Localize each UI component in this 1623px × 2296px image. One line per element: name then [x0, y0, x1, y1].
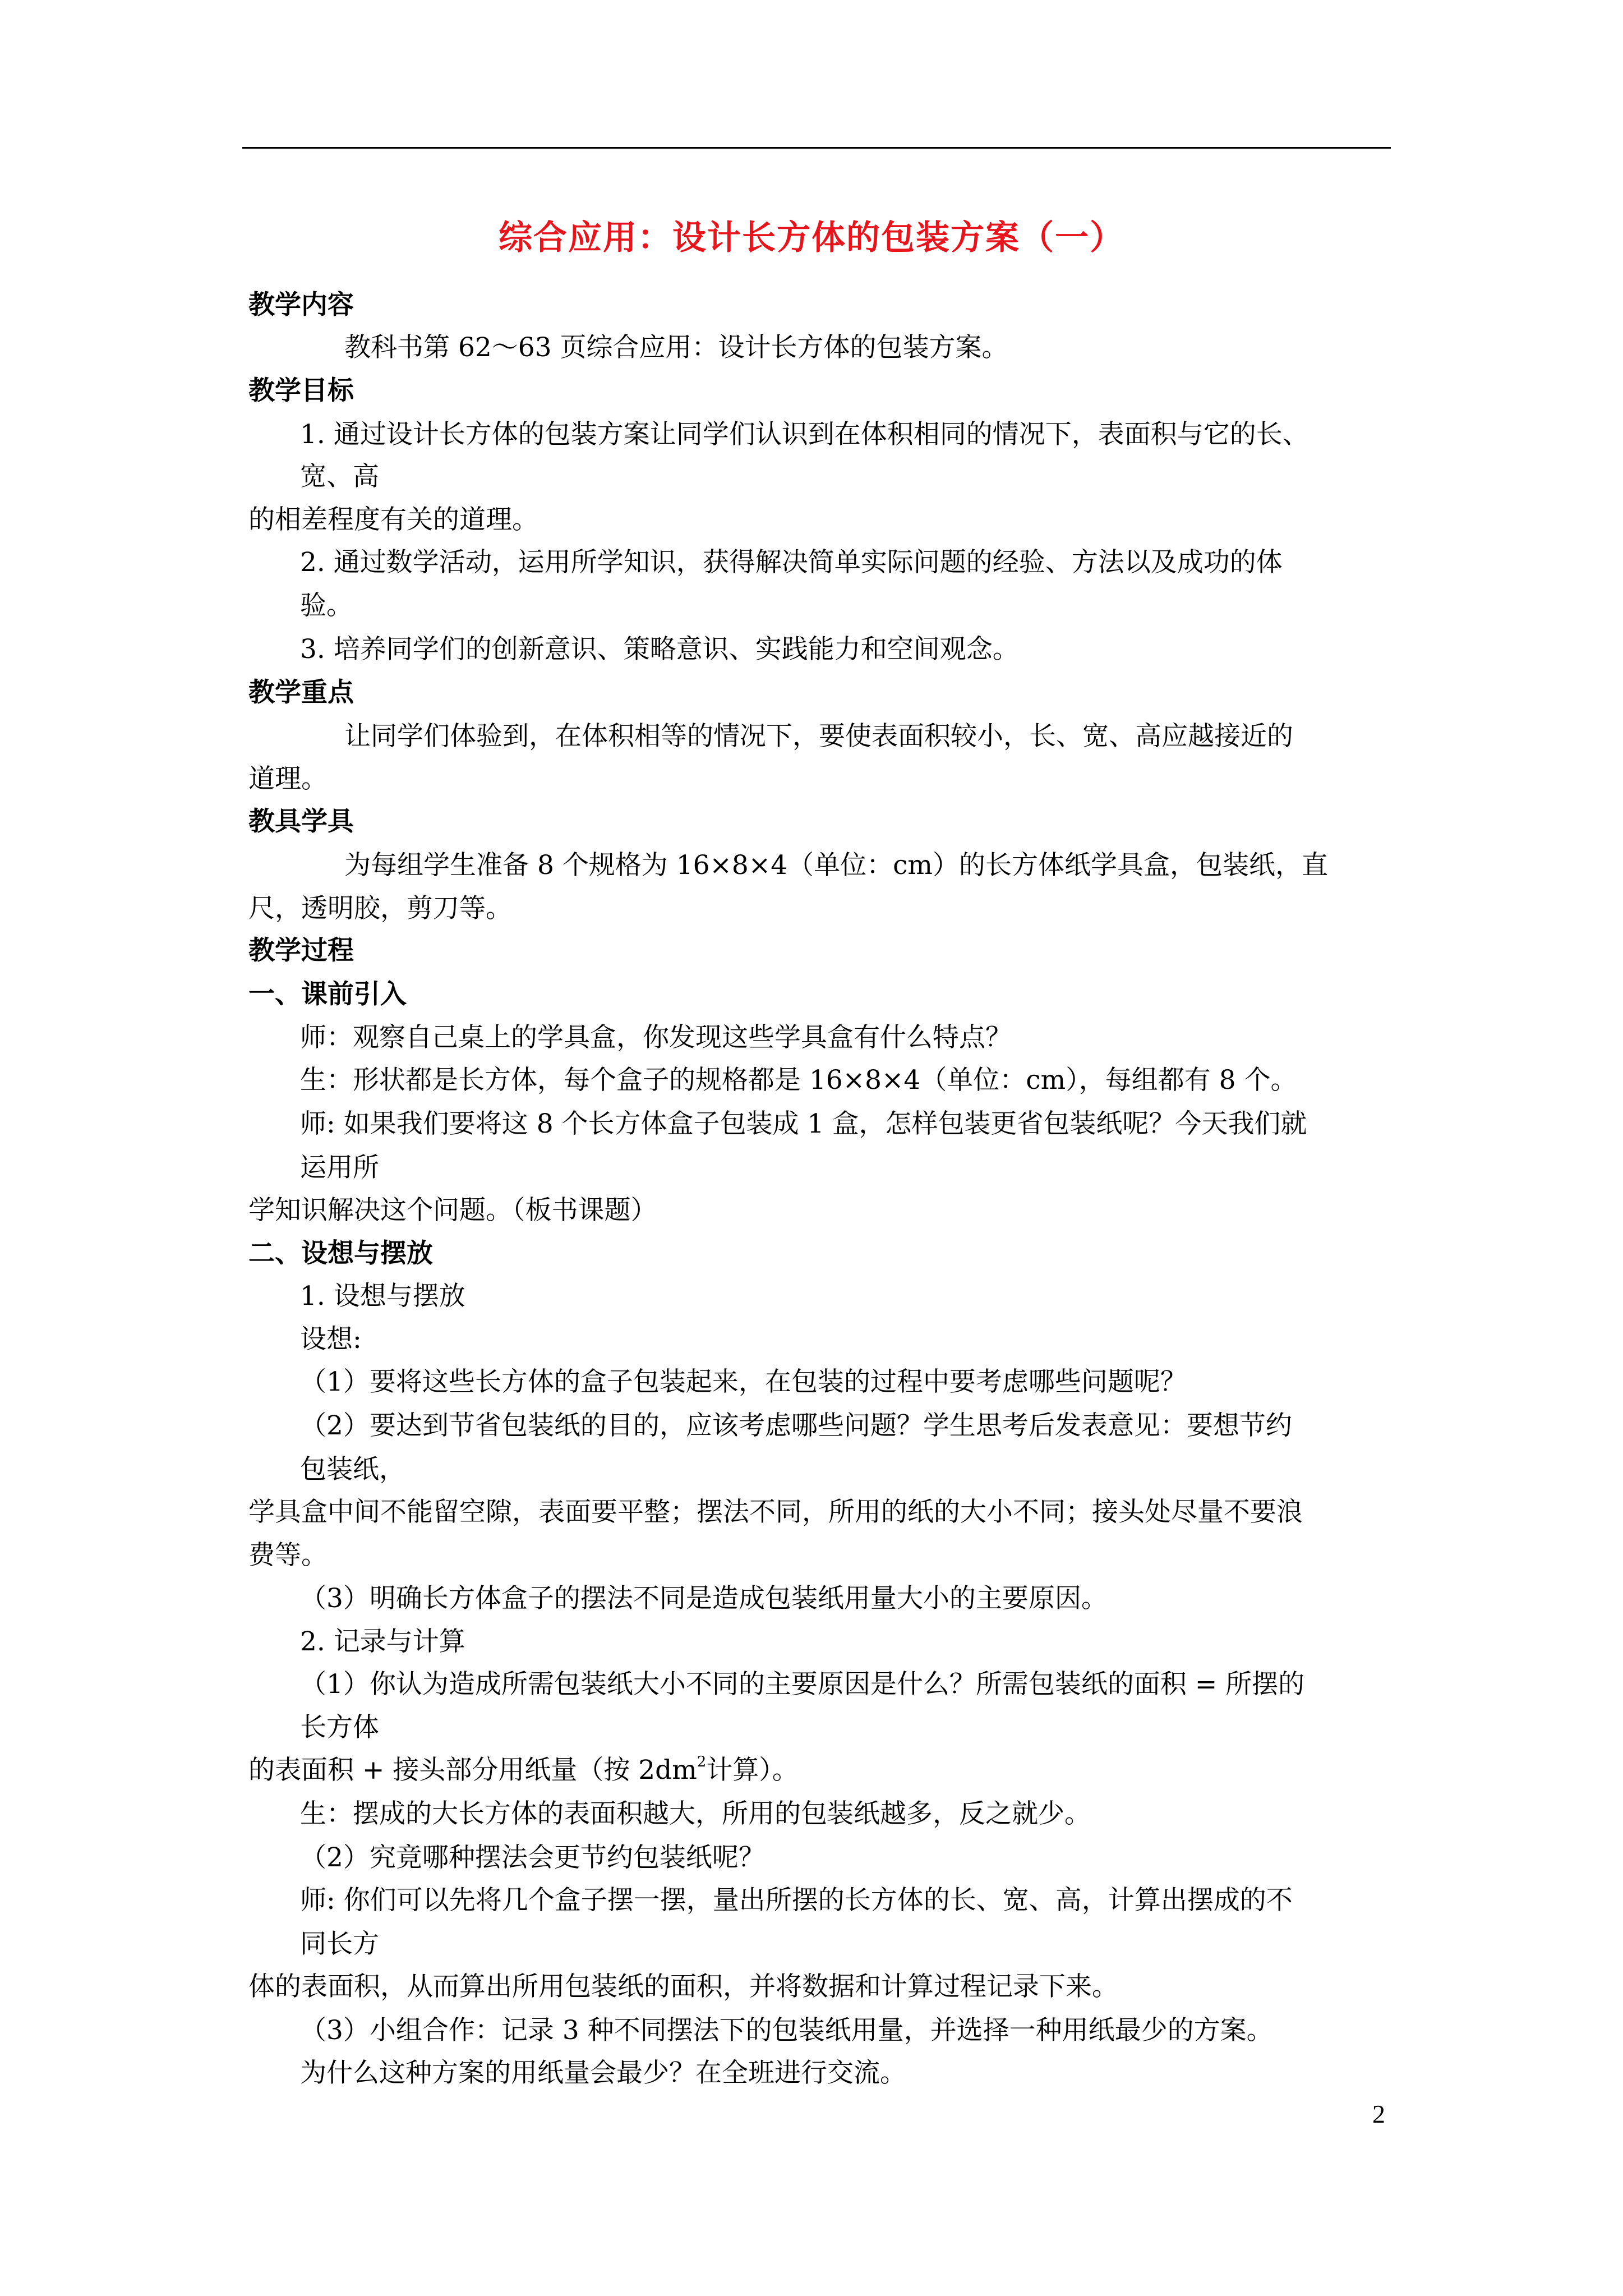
text-line: （3）小组合作：记录 3 种不同摆法下的包装纸用量，并选择一种用纸最少的方案。 — [300, 2015, 1273, 2046]
section-heading: 一、课前引入 — [248, 979, 407, 1010]
text-line: 包装纸， — [300, 1454, 405, 1485]
text-line: （2）要达到节省包装纸的目的，应该考虑哪些问题？学生思考后发表意见：要想节约 — [300, 1410, 1292, 1441]
section-heading: 教学过程 — [248, 935, 354, 966]
text-line: 让同学们体验到，在体积相等的情况下，要使表面积较小，长、宽、高应越接近的 — [344, 721, 1293, 752]
section-heading: 教具学具 — [248, 806, 354, 837]
text-line: 学知识解决这个问题。（板书课题） — [248, 1195, 657, 1226]
text-line: 验。 — [300, 590, 353, 621]
text-line: 的相差程度有关的道理。 — [248, 504, 538, 535]
text-line: 师：观察自己桌上的学具盒，你发现这些学具盒有什么特点？ — [300, 1022, 1012, 1053]
page-number: 2 — [1372, 2100, 1385, 2128]
text-line: 3. 培养同学们的创新意识、策略意识、实践能力和空间观念。 — [300, 634, 1019, 665]
section-heading: 教学目标 — [248, 375, 354, 406]
text-line: 宽、高 — [300, 461, 379, 492]
document-title: 综合应用：设计长方体的包装方案（一） — [499, 218, 1124, 257]
text-line: 生：摆成的大长方体的表面积越大，所用的包装纸越多，反之就少。 — [300, 1798, 1091, 1829]
text-line: 体的表面积，从而算出所用包装纸的面积，并将数据和计算过程记录下来。 — [248, 1971, 1118, 2002]
text-line: 师: 你们可以先将几个盒子摆一摆，量出所摆的长方体的长、宽、高，计算出摆成的不 — [300, 1885, 1293, 1916]
text-line: 长方体 — [300, 1712, 379, 1743]
section-heading: 教学重点 — [248, 677, 354, 708]
text-line: （1）要将这些长方体的盒子包装起来，在包装的过程中要考虑哪些问题呢？ — [300, 1366, 1187, 1397]
text-line: 为每组学生准备 8 个规格为 16×8×4（单位：cm）的长方体纸学具盒，包装纸，直 — [344, 850, 1328, 881]
text-line: 同长方 — [300, 1929, 379, 1959]
text-line: （1）你认为造成所需包装纸大小不同的主要原因是什么？所需包装纸的面积 = 所摆的 — [300, 1669, 1305, 1700]
text-line: 为什么这种方案的用纸量会最少？在全班进行交流。 — [300, 2058, 906, 2088]
text-line: 生：形状都是长方体，每个盒子的规格都是 16×8×4（单位：cm），每组都有 8 个。 — [300, 1065, 1297, 1096]
text-line: 学具盒中间不能留空隙，表面要平整；摆法不同，所用的纸的大小不同；接头处尽量不要浪 — [248, 1497, 1303, 1527]
text-line: 道理。 — [248, 763, 328, 794]
text-line: 教科书第 62～63 页综合应用：设计长方体的包装方案。 — [344, 332, 1008, 363]
text-line: （2）究竟哪种摆法会更节约包装纸呢？ — [300, 1842, 765, 1873]
text-line: 1. 设想与摆放 — [300, 1281, 465, 1312]
text-line: 2. 通过数学活动，运用所学知识，获得解决简单实际问题的经验、方法以及成功的体 — [300, 547, 1283, 578]
text-line: 1. 通过设计长方体的包装方案让同学们认识到在体积相同的情况下，表面积与它的长、 — [300, 419, 1309, 450]
text-line: 运用所 — [300, 1152, 379, 1183]
text-line: 2. 记录与计算 — [300, 1626, 465, 1657]
text-line: （3）明确长方体盒子的摆法不同是造成包装纸用量大小的主要原因。 — [300, 1583, 1108, 1614]
text-line: 设想: — [300, 1324, 362, 1355]
header-rule — [242, 147, 1391, 149]
text-line: 尺，透明胶，剪刀等。 — [248, 893, 512, 924]
text-line: 的表面积 + 接头部分用纸量（按 $2dm^2$计算）。 — [248, 1754, 799, 1786]
text-line: 师: 如果我们要将这 8 个长方体盒子包装成 1 盒，怎样包装更省包装纸呢？今天我们就 — [300, 1108, 1307, 1139]
section-heading: 二、设想与摆放 — [248, 1238, 433, 1269]
section-heading: 教学内容 — [248, 289, 354, 320]
text-line: 费等。 — [248, 1540, 328, 1571]
